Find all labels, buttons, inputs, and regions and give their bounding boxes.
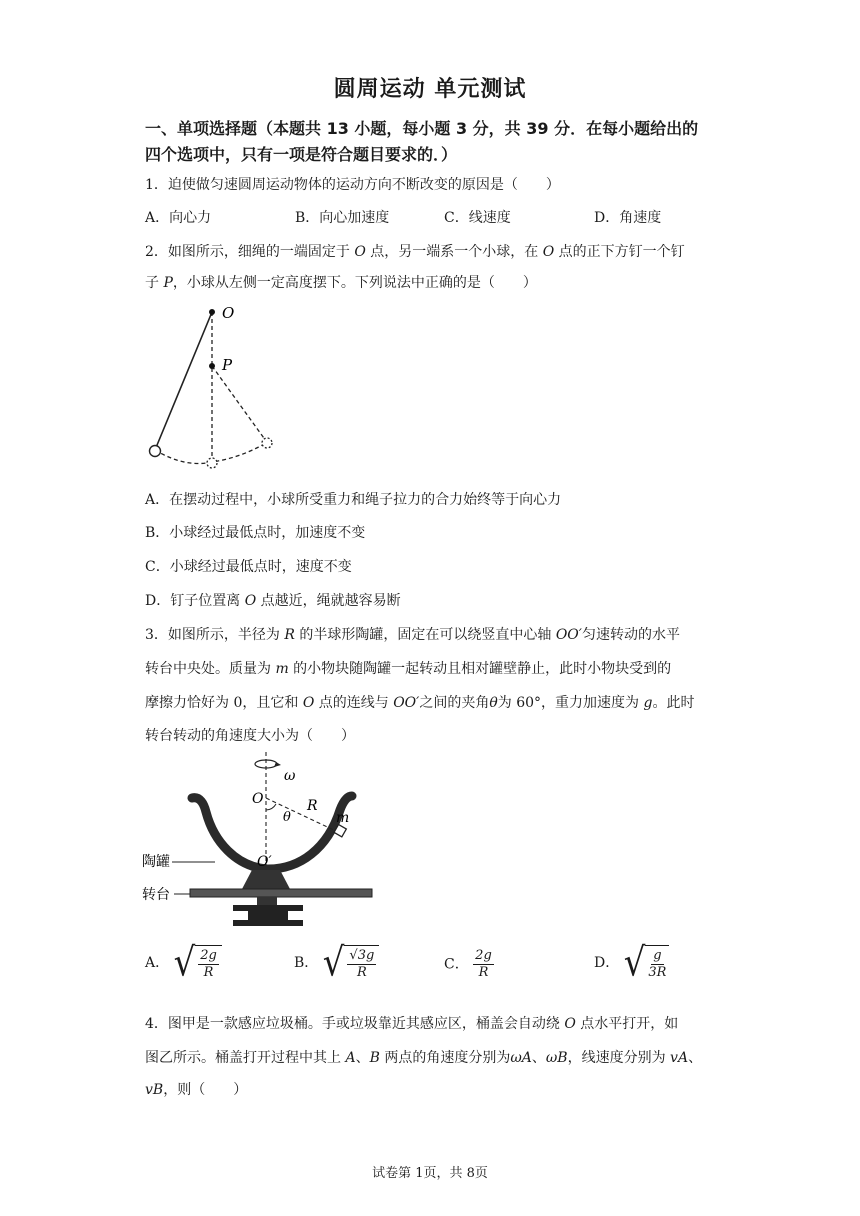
q3-var-r: R bbox=[284, 627, 295, 643]
page-title: 圆周运动 单元测试 bbox=[333, 77, 527, 102]
q2-d-text: 点越近，绳就越容易断 bbox=[256, 593, 401, 609]
q3-text: 之间的夹角 bbox=[419, 695, 490, 711]
q1-stem: 1．迫使做匀速圆周运动物体的运动方向不断改变的原因是（ ） bbox=[145, 177, 560, 193]
turntable-plate bbox=[190, 889, 372, 897]
pendulum-string bbox=[155, 312, 212, 450]
frac-num: √3g bbox=[349, 948, 375, 963]
frac-num: 2g bbox=[200, 948, 217, 963]
q4-var-o: O bbox=[564, 1016, 576, 1032]
angle-arc bbox=[266, 804, 276, 810]
q4-text: 4．图甲是一款感应垃圾桶。手或垃圾靠近其感应区，桶盖会自动绕 bbox=[145, 1016, 565, 1032]
q4-var-b: B bbox=[369, 1050, 380, 1066]
label-o: O bbox=[222, 304, 235, 322]
q4-stem-line2 bbox=[145, 1047, 702, 1067]
frac-den: R bbox=[478, 965, 489, 980]
q3-option-a-frac bbox=[198, 948, 219, 981]
q3-text: 的半球形陶罐，固定在可以绕竖直中心轴 bbox=[294, 627, 556, 643]
q3-text: 匀速转动的水平 bbox=[581, 627, 680, 643]
q1-option-b: B．向心加速度 bbox=[295, 210, 390, 226]
ball-right bbox=[262, 438, 272, 448]
q3-option-c-frac bbox=[473, 948, 494, 981]
q4-text: 点水平打开，如 bbox=[575, 1016, 679, 1032]
q3-option-c-label: C． bbox=[444, 956, 469, 973]
sqrt-body bbox=[645, 945, 669, 981]
sqrt-icon: √ bbox=[173, 940, 196, 986]
q2-text: 点，另一端系一个小球，在 bbox=[365, 244, 543, 260]
jar-bowl bbox=[192, 796, 352, 869]
q4-text: 两点的角速度分别为 bbox=[379, 1050, 511, 1066]
q1-option-d: D．角速度 bbox=[594, 210, 662, 226]
q2-option-d bbox=[145, 590, 401, 610]
label-theta: θ bbox=[283, 810, 291, 825]
q3-text: 3．如图所示，半径为 bbox=[145, 627, 285, 643]
label-omega: ω bbox=[284, 768, 296, 784]
q2-stem-line1 bbox=[145, 241, 685, 261]
q3-option-a bbox=[145, 940, 222, 986]
rotation-arrowhead-icon bbox=[274, 762, 281, 767]
q3-option-b-frac bbox=[347, 948, 376, 981]
q3-text: 为 60°，重力加速度为 bbox=[497, 695, 644, 711]
q4-var-omega-a: ωA bbox=[510, 1050, 532, 1066]
frac-den: R bbox=[203, 965, 214, 980]
q2-option-b: B．小球经过最低点时，加速度不变 bbox=[145, 525, 366, 541]
bowl-turntable-figure bbox=[140, 752, 385, 932]
q2-text: 2．如图所示，细绳的一端固定于 bbox=[145, 244, 355, 260]
jar-base bbox=[242, 870, 290, 889]
q4-text: 、 bbox=[688, 1050, 703, 1066]
sqrt-icon: √ bbox=[322, 940, 345, 986]
frac-den: 3R bbox=[648, 965, 667, 980]
q3-text: 。此时 bbox=[652, 695, 695, 711]
q3-var-m: m bbox=[275, 661, 289, 677]
label-m: m bbox=[336, 810, 350, 826]
ball-left bbox=[150, 446, 161, 457]
q3-var-g: g bbox=[643, 695, 653, 711]
q3-var-o: O bbox=[302, 695, 315, 711]
q3-stem-line1 bbox=[145, 624, 680, 644]
q3-text: 转台中央处。质量为 bbox=[145, 661, 276, 677]
q2-d-text: D．钉子位置离 bbox=[145, 593, 245, 609]
q3-option-d-label: D． bbox=[594, 955, 620, 971]
page-footer: 试卷第 1页，共 8页 bbox=[372, 1166, 488, 1181]
q4-text: ，线速度分别为 bbox=[567, 1050, 671, 1066]
label-o-prime: O′ bbox=[257, 854, 272, 870]
q2-stem-line2 bbox=[145, 272, 537, 292]
q3-option-a-label: A． bbox=[145, 955, 170, 971]
q2-option-a: A．在摆动过程中，小球所受重力和绳子拉力的合力始终等于向心力 bbox=[145, 492, 562, 508]
nail-p-dot bbox=[209, 363, 215, 369]
pendulum-figure bbox=[140, 300, 290, 475]
turntable-base-bottom bbox=[233, 920, 303, 926]
q3-stem-line2 bbox=[145, 658, 671, 678]
label-p: P bbox=[222, 356, 233, 374]
q4-var-va: vA bbox=[670, 1050, 689, 1066]
q3-option-d bbox=[594, 940, 669, 986]
q3-var-theta: θ bbox=[489, 695, 498, 711]
q3-stem-line4: 转台转动的角速度大小为（ ） bbox=[145, 728, 355, 744]
label-o: O bbox=[252, 791, 264, 807]
q4-stem-line1 bbox=[145, 1013, 678, 1033]
q3-option-a-sqrt bbox=[173, 940, 222, 986]
section-heading-line1: 一、单项选择题（本题共 13 小题，每小题 3 分，共 39 分．在每小题给出的 bbox=[145, 119, 699, 138]
q3-stem-line3 bbox=[145, 692, 694, 712]
turntable-base-mid bbox=[248, 911, 288, 920]
q2-var-p: P bbox=[163, 275, 173, 291]
q1-option-a: A．向心力 bbox=[145, 210, 212, 226]
frac-num: 2g bbox=[475, 948, 492, 963]
q4-text: 、 bbox=[531, 1050, 546, 1066]
q3-text: 的小物块随陶罐一起转动且相对罐壁静止，此时小物块受到的 bbox=[288, 661, 672, 677]
q3-option-c bbox=[444, 948, 494, 981]
q3-text: 摩擦力恰好为 0，且它和 bbox=[145, 695, 303, 711]
q3-option-b bbox=[294, 940, 379, 986]
q4-stem-line3 bbox=[145, 1079, 247, 1099]
q3-option-d-sqrt bbox=[623, 940, 670, 986]
sqrt-icon: √ bbox=[623, 940, 646, 986]
label-r: R bbox=[307, 798, 318, 814]
q2-text: ，小球从左侧一定高度摆下。下列说法中正确的是（ ） bbox=[172, 275, 537, 291]
frac-den: R bbox=[356, 965, 367, 980]
sqrt-body bbox=[195, 945, 222, 981]
section-heading-line2: 四个选项中，只有一项是符合题目要求的．） bbox=[145, 145, 458, 164]
q3-option-b-sqrt bbox=[322, 940, 380, 986]
q1-option-c: C．线速度 bbox=[444, 210, 511, 226]
q4-var-omega-b: ωB bbox=[545, 1050, 568, 1066]
sqrt-body bbox=[344, 945, 379, 981]
q4-var-vb: vB bbox=[145, 1082, 164, 1098]
q2-text: 点的正下方钉一个钉 bbox=[554, 244, 685, 260]
dashed-string-right bbox=[212, 366, 266, 441]
label-table: 转台 bbox=[142, 887, 170, 903]
q2-var-o: O bbox=[354, 244, 366, 260]
q2-option-c: C．小球经过最低点时，速度不变 bbox=[145, 559, 352, 575]
q2-text: 子 bbox=[145, 275, 164, 291]
q3-option-d-frac bbox=[648, 948, 666, 981]
turntable-shaft bbox=[257, 897, 277, 905]
q3-text: 点的连线与 bbox=[314, 695, 394, 711]
q4-text: ，则（ ） bbox=[163, 1082, 248, 1098]
point-o-dot bbox=[209, 309, 215, 315]
q4-text: 、 bbox=[355, 1050, 370, 1066]
ball-bottom bbox=[207, 458, 217, 468]
label-jar: 陶罐 bbox=[142, 854, 170, 870]
frac-num: g bbox=[653, 948, 662, 963]
q3-option-b-label: B． bbox=[294, 955, 319, 971]
q4-text: 图乙所示。桶盖打开过程中其上 bbox=[145, 1050, 346, 1066]
q2-var-o: O bbox=[542, 244, 555, 260]
q3-var-oo: OO′ bbox=[393, 695, 420, 711]
q4-var-a: A bbox=[345, 1050, 356, 1066]
q2-d-var-o: O bbox=[244, 593, 257, 609]
turntable-base-top bbox=[233, 905, 303, 911]
q3-var-oo: OO′ bbox=[555, 627, 582, 643]
